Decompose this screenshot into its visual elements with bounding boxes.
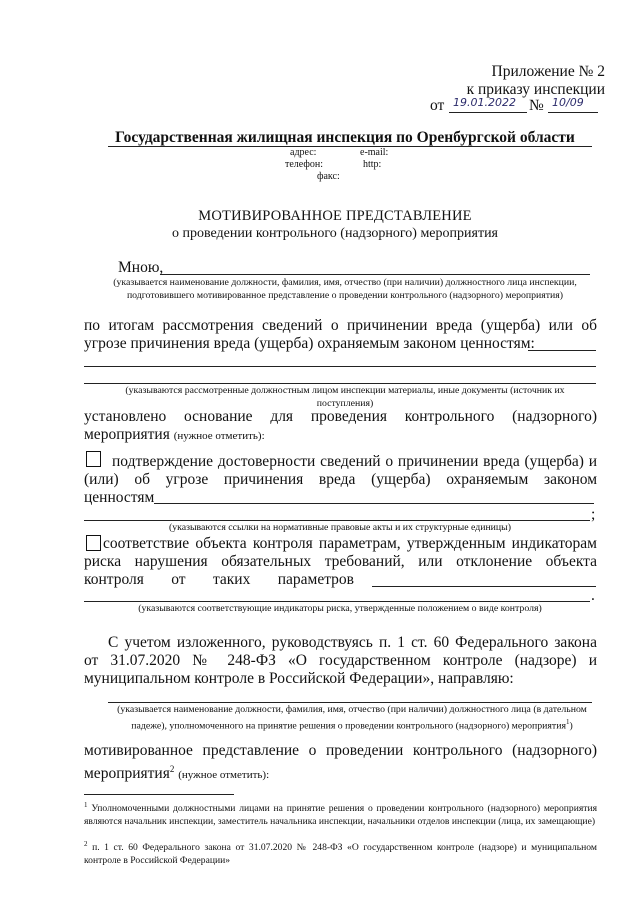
- note-addressee-sup: 1: [565, 718, 570, 726]
- note-addressee-text: (указывается наименование должности, фамилия, имя, отчество (при наличии) должностного лица (в дательном падеже), уполномоченного на принятие решения о проведении контрольного (надзорного) мероприятия: [117, 704, 587, 732]
- appendix-number: 10/09: [552, 96, 584, 109]
- option2-line1: соответствие объекта контроля параметрам, утвержденным индикаторам: [103, 535, 597, 552]
- para3-line1: С учетом изложенного, руководствуясь п. 1 ст. 60 Федерального закона: [108, 634, 597, 651]
- appendix-no: №: [529, 97, 544, 114]
- checkbox-risk-indicators[interactable]: [86, 535, 101, 551]
- appendix-line2: к приказу инспекции: [466, 81, 605, 98]
- option2-dot: .: [591, 587, 595, 604]
- option1-semicolon: ;: [591, 506, 596, 523]
- checkbox-confirmation[interactable]: [86, 451, 101, 467]
- appendix-date: 19.01.2022: [453, 96, 516, 109]
- doc-subtitle: о проведении контрольного (надзорного) мероприятия: [171, 226, 498, 241]
- footnote-1-mark: 1: [84, 801, 88, 809]
- org-address-label: адрес:: [290, 147, 317, 158]
- para4-line2: [84, 759, 269, 785]
- date-line: [449, 112, 527, 113]
- org-email-label: e-mail:: [360, 147, 389, 158]
- para4-line1: мотивированное представление о проведении контрольного (надзорного): [84, 742, 597, 759]
- appendix-line1: Приложение № 2: [491, 63, 605, 80]
- option2-line3: контроля от таких параметров: [84, 571, 354, 588]
- note-official: (указывается наименование должности, фамилия, имя, отчество (при наличии) должностного лица инспекции, подготовившего мотивированное представление о проведении контрольного (надзорного) мероприятия): [113, 277, 577, 301]
- para4-sup: 2: [169, 764, 175, 774]
- org-fax-label: факс:: [317, 171, 340, 182]
- org-phone-label: телефон:: [285, 159, 323, 170]
- para3-line3: муниципальном контроле в Российской Федерации», направляю:: [84, 670, 514, 687]
- note-addressee: [112, 703, 592, 732]
- para4-line2-text: мероприятия: [84, 765, 170, 783]
- para1-line2: угрозе причинения вреда (ущерба) охраняемым законом ценностям:: [84, 335, 535, 352]
- option1-fill-line: [154, 503, 594, 504]
- option2-fill-line: [372, 586, 596, 587]
- para2-note: (нужное отметить):: [173, 430, 265, 442]
- to-label: Мною,: [118, 259, 164, 276]
- option1-line2: (или) об угрозе причинения вреда (ущерба) охраняемым законом: [84, 471, 597, 488]
- para1-line1: по итогам рассмотрения сведений о причинении вреда (ущерба) или об: [84, 317, 597, 334]
- appendix-from: от: [430, 97, 445, 114]
- note-legal-refs: (указываются ссылки на нормативные правовые акты и их структурные единицы): [168, 522, 512, 533]
- option1-line1: подтверждение достоверности сведений о причинении вреда (ущерба) и: [112, 453, 597, 470]
- footnote-2-mark: 2: [84, 840, 88, 848]
- option1-line3: ценностям: [84, 489, 155, 506]
- note-risk-indicators: (указываются соответствующие индикаторы риска, утвержденные положением о виде контроля): [138, 603, 542, 614]
- footnote-1: [84, 799, 597, 828]
- number-line: [548, 112, 598, 113]
- para4-note: (нужное отметить):: [178, 769, 270, 782]
- para2-line2-text: мероприятия: [84, 426, 170, 443]
- org-name: Государственная жилищная инспекция по Оренбургской области: [115, 129, 575, 146]
- doc-title: МОТИВИРОВАННОЕ ПРЕДСТАВЛЕНИЕ: [198, 208, 472, 224]
- org-http-label: http:: [363, 159, 382, 170]
- footnote-2-text: п. 1 ст. 60 Федерального закона от 31.07.2020 № 248-ФЗ «О государственном контроле (надзоре) и муниципальном контроле в Российской Федерации»: [84, 842, 597, 866]
- footnote-1-text: Уполномоченными должностными лицами на принятие решения о проведении контрольного (надзорного) мероприятия являются начальник инспекции, заместитель начальника инспекции, начальники отделов инспекции (лица, их замещающие): [84, 803, 597, 827]
- note-addressee-close: ): [569, 720, 573, 732]
- para1-blank-line-1: [84, 366, 596, 367]
- para1-fill-line: [528, 350, 596, 351]
- para2-line2: [84, 425, 265, 446]
- option2-line2: риска нарушения обязательных требований, или отклонение объекта: [84, 553, 597, 570]
- para2-line1: установлено основание для проведения контрольного (надзорного): [84, 408, 597, 425]
- org-underline: [108, 146, 592, 147]
- note-materials: (указываются рассмотренные должностным лицом инспекции материалы, иные документы (источник их поступления): [125, 385, 565, 409]
- footnote-2: [84, 838, 597, 867]
- footnote-separator: [84, 794, 234, 795]
- to-line: [160, 274, 590, 275]
- para3-line2: от 31.07.2020 № 248-ФЗ «О государственном контроле (надзоре) и: [84, 652, 597, 669]
